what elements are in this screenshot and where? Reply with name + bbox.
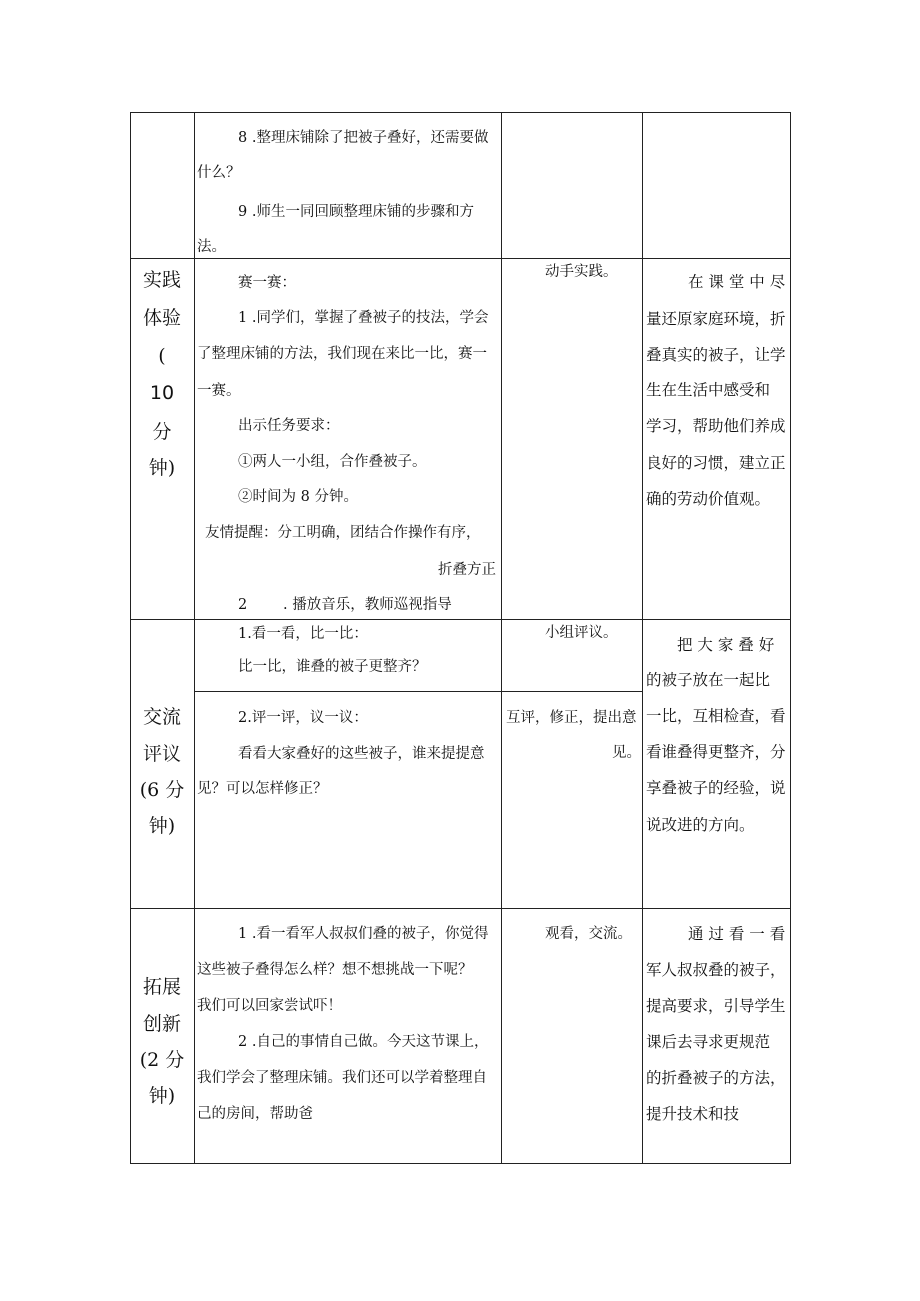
content-line: 什么？ <box>197 165 241 181</box>
design-intent-line: 确的劳动价值观。 <box>646 490 771 508</box>
student-activity: 互评，修正，提出意 <box>506 710 637 726</box>
design-intent-line: 量还原家庭环境，折 <box>646 310 786 328</box>
content-line: 赛一赛： <box>238 275 296 291</box>
content-line: 了整理床铺的方法，我们现在来比一比，赛一 <box>197 346 487 362</box>
content-line: 2 <box>238 597 248 613</box>
row-divider <box>130 908 791 909</box>
section-label: 体验 <box>142 307 181 329</box>
content-line: . 播放音乐，教师巡视指导 <box>283 597 452 613</box>
section-label: (6 分 <box>139 779 185 801</box>
design-intent-line: 军人叔叔叠的被子， <box>646 961 786 979</box>
content-line: 1 .看一看军人叔叔们叠的被子，你觉得 <box>238 926 489 942</box>
student-activity: 动手实践。 <box>545 264 618 280</box>
section-label: 实践 <box>142 269 181 291</box>
design-intent-line: 把 大 家 叠 好 <box>677 636 775 654</box>
content-line: 看看大家叠好的这些被子，谁来提提意 <box>238 746 485 762</box>
design-intent-line: 通 过 看 一 看 <box>688 925 786 943</box>
column-divider <box>642 112 643 1164</box>
section-label: 10 <box>149 382 175 404</box>
content-line: 比一比，谁叠的被子更整齐？ <box>238 659 427 675</box>
section-label: (2 分 <box>139 1049 185 1071</box>
content-line: ②时间为 8 分钟。 <box>238 489 358 505</box>
design-intent-line: 叠真实的被子，让学 <box>646 346 786 364</box>
row-divider <box>130 619 791 620</box>
section-label: 拓展 <box>142 976 181 998</box>
design-intent-line: 看谁叠得更整齐，分 <box>646 743 786 761</box>
table-border-top <box>130 112 791 113</box>
table-border-left <box>130 112 131 1164</box>
section-label: 创新 <box>142 1013 181 1035</box>
content-line: ①两人一小组，合作叠被子。 <box>238 454 427 470</box>
column-divider <box>501 112 502 1164</box>
table-border-right <box>790 112 791 1164</box>
student-activity: 小组评议。 <box>545 625 618 641</box>
section-label: 钟) <box>148 815 176 837</box>
content-line: 这些被子叠得怎么样？想不想挑战一下呢？ <box>197 962 473 978</box>
content-line: 友情提醒：分工明确，团结合作操作有序， <box>205 525 481 541</box>
content-line: 法。 <box>197 239 226 255</box>
content-line: 2 .自己的事情自己做。今天这节课上， <box>238 1034 489 1050</box>
column-divider <box>194 112 195 1164</box>
content-line: 折叠方正 <box>438 562 496 578</box>
content-line: 1.看一看，比一比： <box>238 626 368 642</box>
section-label: 钟) <box>148 1085 176 1107</box>
table-border-bottom <box>130 1163 791 1164</box>
content-line: 一赛。 <box>197 383 241 399</box>
design-intent-line: 良好的习惯，建立正 <box>646 454 786 472</box>
student-activity: 观看，交流。 <box>545 926 632 942</box>
content-line: 1 .同学们，掌握了叠被子的技法，学会 <box>238 310 489 326</box>
design-intent-line: 在 课 堂 中 尽 <box>688 273 786 291</box>
content-line: 己的房间，帮助爸 <box>197 1106 313 1122</box>
section-label: 分 <box>152 421 172 443</box>
design-intent-line: 享叠被子的经验，说 <box>646 779 786 797</box>
section-label: 钟) <box>148 457 176 479</box>
design-intent-line: 生在生活中感受和 <box>646 381 771 399</box>
student-activity: 见。 <box>612 745 641 761</box>
content-line: 见？可以怎样修正？ <box>197 781 328 797</box>
content-line: 8 .整理床铺除了把被子叠好，还需要做 <box>238 130 489 146</box>
design-intent-line: 学习，帮助他们养成 <box>646 417 786 435</box>
content-line: 2.评一评，议一议： <box>238 710 368 726</box>
content-line: 我们可以回家尝试吓！ <box>197 998 342 1014</box>
design-intent-line: 说改进的方向。 <box>646 816 755 834</box>
design-intent-line: 提高要求，引导学生 <box>646 997 786 1015</box>
section-label: ( <box>158 345 166 367</box>
row-divider <box>130 258 791 259</box>
design-intent-line: 一比，互相检查，看 <box>646 707 786 725</box>
content-line: 9 .师生一同回顾整理床铺的步骤和方 <box>238 204 474 220</box>
section-label: 评议 <box>142 743 181 765</box>
content-line: 我们学会了整理床铺。我们还可以学着整理自 <box>197 1070 487 1086</box>
design-intent-line: 的被子放在一起比 <box>646 671 771 689</box>
design-intent-line: 课后去寻求更规范 <box>646 1033 771 1051</box>
design-intent-line: 提升技术和技 <box>646 1105 740 1123</box>
sub-row-divider <box>194 691 643 692</box>
design-intent-line: 的折叠被子的方法， <box>646 1069 786 1087</box>
section-label: 交流 <box>142 706 181 728</box>
content-line: 出示任务要求： <box>238 418 340 434</box>
